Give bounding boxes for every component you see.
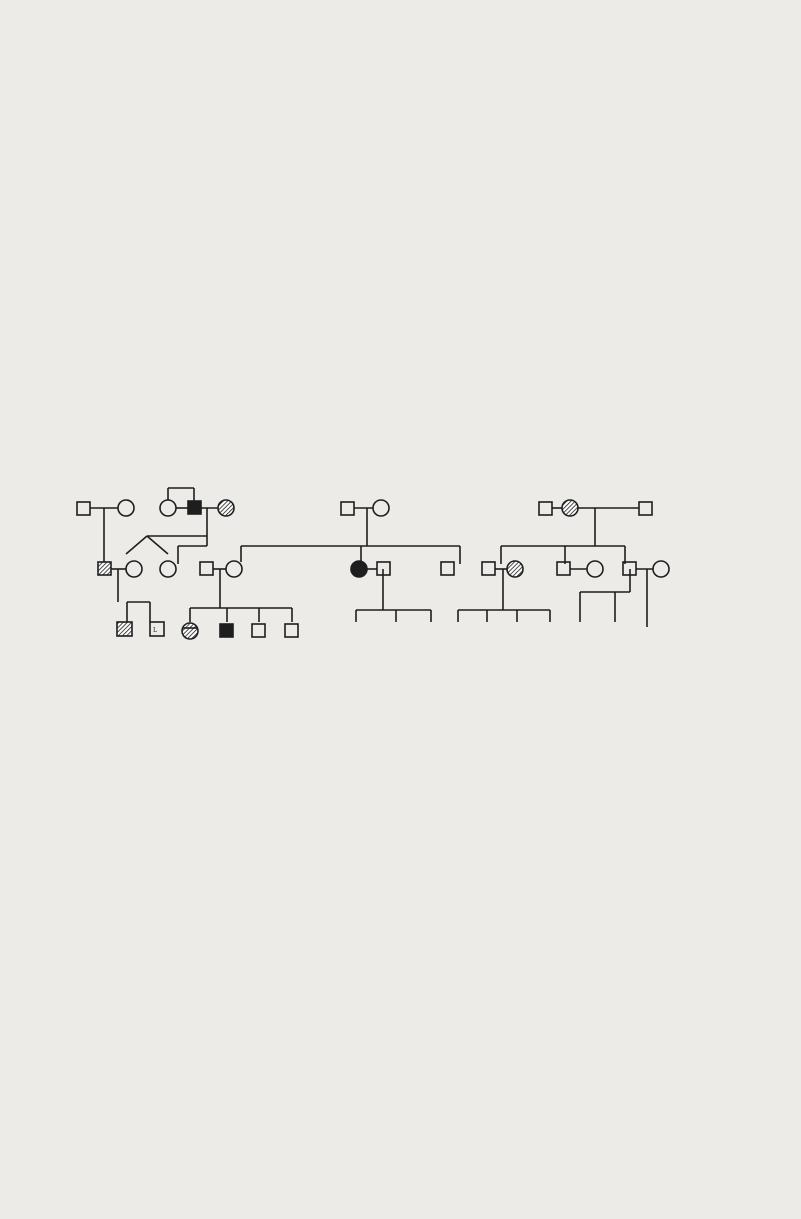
male-music-symbol [117,622,132,636]
female-hatched-symbol [507,561,523,577]
male-filled-symbol [220,624,233,637]
male-symbol [639,502,652,515]
male-symbol [252,624,265,637]
female-hatched-symbol [562,500,578,516]
female-symbol [373,500,389,516]
male-symbol [539,502,552,515]
female-hatched-symbol [182,623,198,639]
female-symbol [160,500,176,516]
male-hatched-symbol [98,562,111,575]
female-symbol [226,561,242,577]
male-symbol [77,502,90,515]
male-symbol [482,562,495,575]
male-filled-symbol [188,501,201,514]
male-symbol [341,502,354,515]
female-symbol [653,561,669,577]
female-symbol [587,561,603,577]
male-symbol [441,562,454,575]
female-symbol [160,561,176,577]
female-hatched-symbol [218,500,234,516]
female-symbol [126,561,142,577]
male-symbol [285,624,298,637]
svg-text:L: L [153,627,157,634]
male-symbol [557,562,570,575]
male-symbol [200,562,213,575]
female-symbol [118,500,134,516]
pedigree-chart [55,482,695,692]
female-filled-symbol [351,561,367,577]
